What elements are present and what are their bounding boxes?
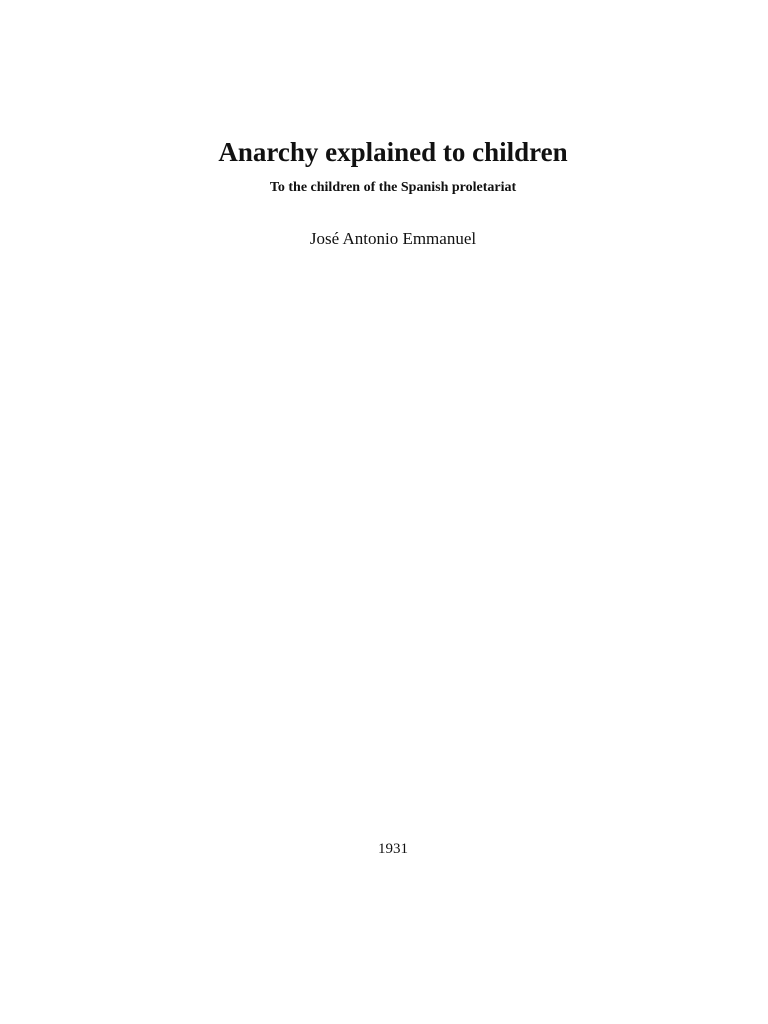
publication-year: 1931 bbox=[378, 841, 408, 857]
document-title: Anarchy explained to children bbox=[218, 137, 568, 167]
document-author: José Antonio Emmanuel bbox=[309, 229, 477, 248]
document-subtitle: To the children of the Spanish proletariat bbox=[269, 180, 517, 195]
